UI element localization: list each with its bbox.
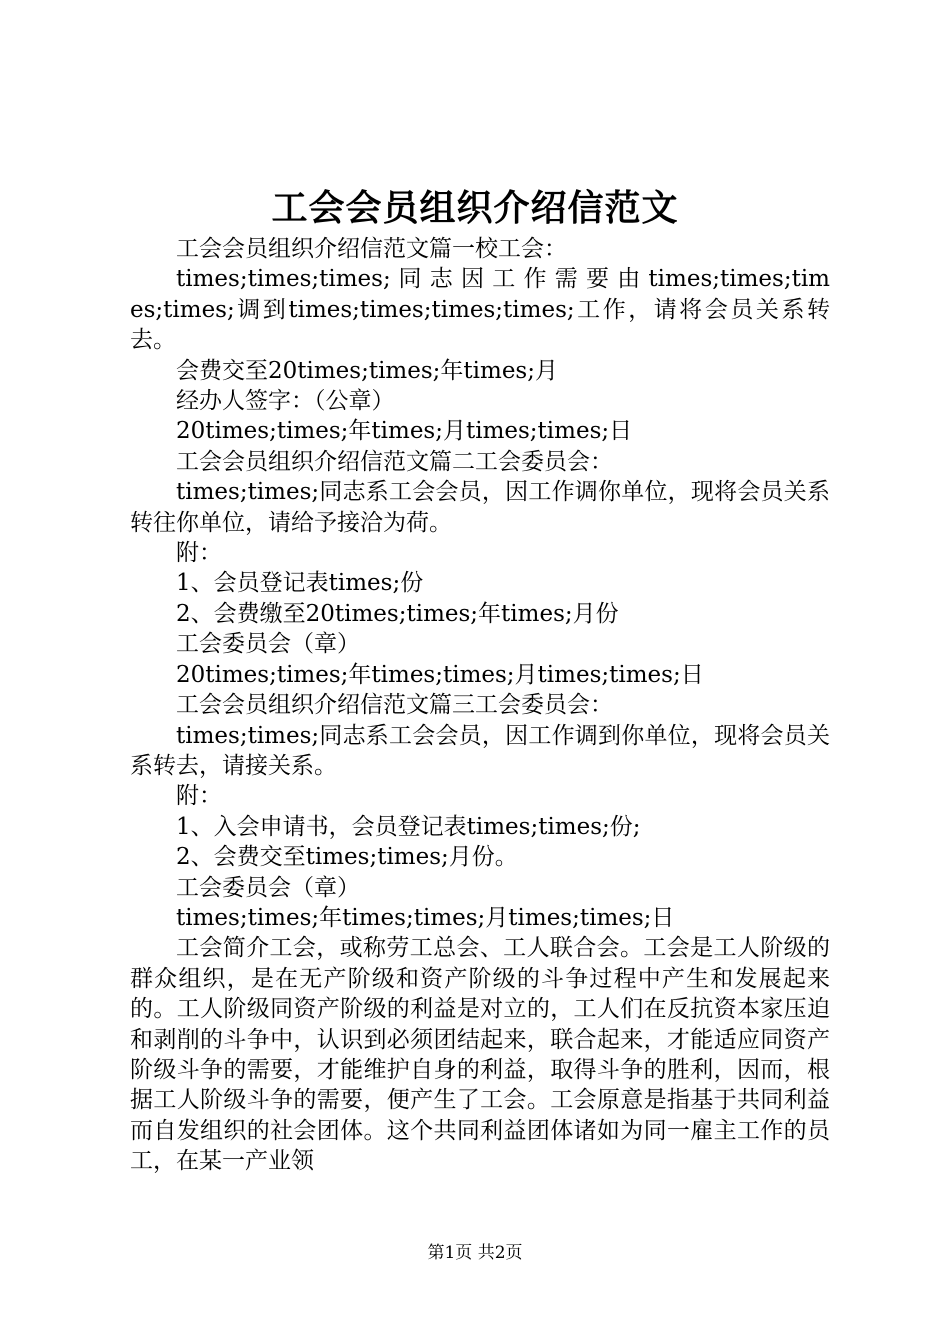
page-footer: 第1页 共2页 [427, 1243, 523, 1263]
paragraph: 工会委员会（章） [176, 874, 360, 901]
paragraph: 工会简介工会，或称劳工总会、工人联合会。工会是工人阶级的群众组织，是在无产阶级和资产阶级的斗争过程中产生和发展起来的。工人阶级同资产阶级的利益是对立的，工人们在反抗资本家压迫和剥削的斗争中，认识到必须团结起来，联合起来，才能适应同资产阶级斗争的需要，才能维护自身的利益，取得斗争的胜利，因而，根据工人阶级斗争的需要，便产生了工会。工会原意是指基于共同利益而自发组织的社会团体。这个共同利益团体诸如为同一雇主工作的员工，在某一产业领 [130, 935, 830, 1175]
page-title: 工会会员组织介绍信范文 [271, 187, 679, 229]
paragraph: 2、会费缴至20times;times;年times;月份 [176, 600, 619, 627]
paragraph: times;times;同志系工会会员，因工作调你单位，现将会员关系转往你单位，请给予接洽为荷。 [130, 479, 830, 536]
paragraph: 2、会费交至times;times;月份。 [176, 844, 518, 871]
paragraph: 工会委员会（章） [176, 631, 360, 658]
paragraph: 工会会员组织介绍信范文篇二工会委员会： [176, 448, 613, 475]
paragraph: 1、入会申请书，会员登记表times;times;份; [176, 813, 641, 840]
paragraph: 附： [176, 783, 222, 810]
paragraph: times;times;同志系工会会员，因工作调到你单位，现将会员关系转去，请接关系。 [130, 722, 830, 779]
paragraph: times;times;年times;times;月times;times;日 [176, 904, 675, 931]
paragraph: 工会会员组织介绍信范文篇一校工会： [176, 236, 567, 262]
paragraph: 20times;times;年times;月times;times;日 [176, 418, 633, 445]
paragraph: 工会会员组织介绍信范文篇三工会委员会： [176, 692, 613, 719]
paragraph: 经办人签字：（公章） [176, 388, 395, 415]
paragraph: 1、会员登记表times;份 [176, 570, 424, 597]
paragraph: 附： [176, 540, 222, 567]
paragraph: times;times;times; 同 志 因 工 作 需 要 由 times;times;times;times;调到times;times;times;times;工作，请将会员关系转去。 [130, 266, 830, 354]
paragraph: 20times;times;年times;times;月times;times;日 [176, 661, 704, 688]
document-body [130, 234, 830, 1177]
paragraph: 会费交至20times;times;年times;月 [176, 357, 558, 384]
